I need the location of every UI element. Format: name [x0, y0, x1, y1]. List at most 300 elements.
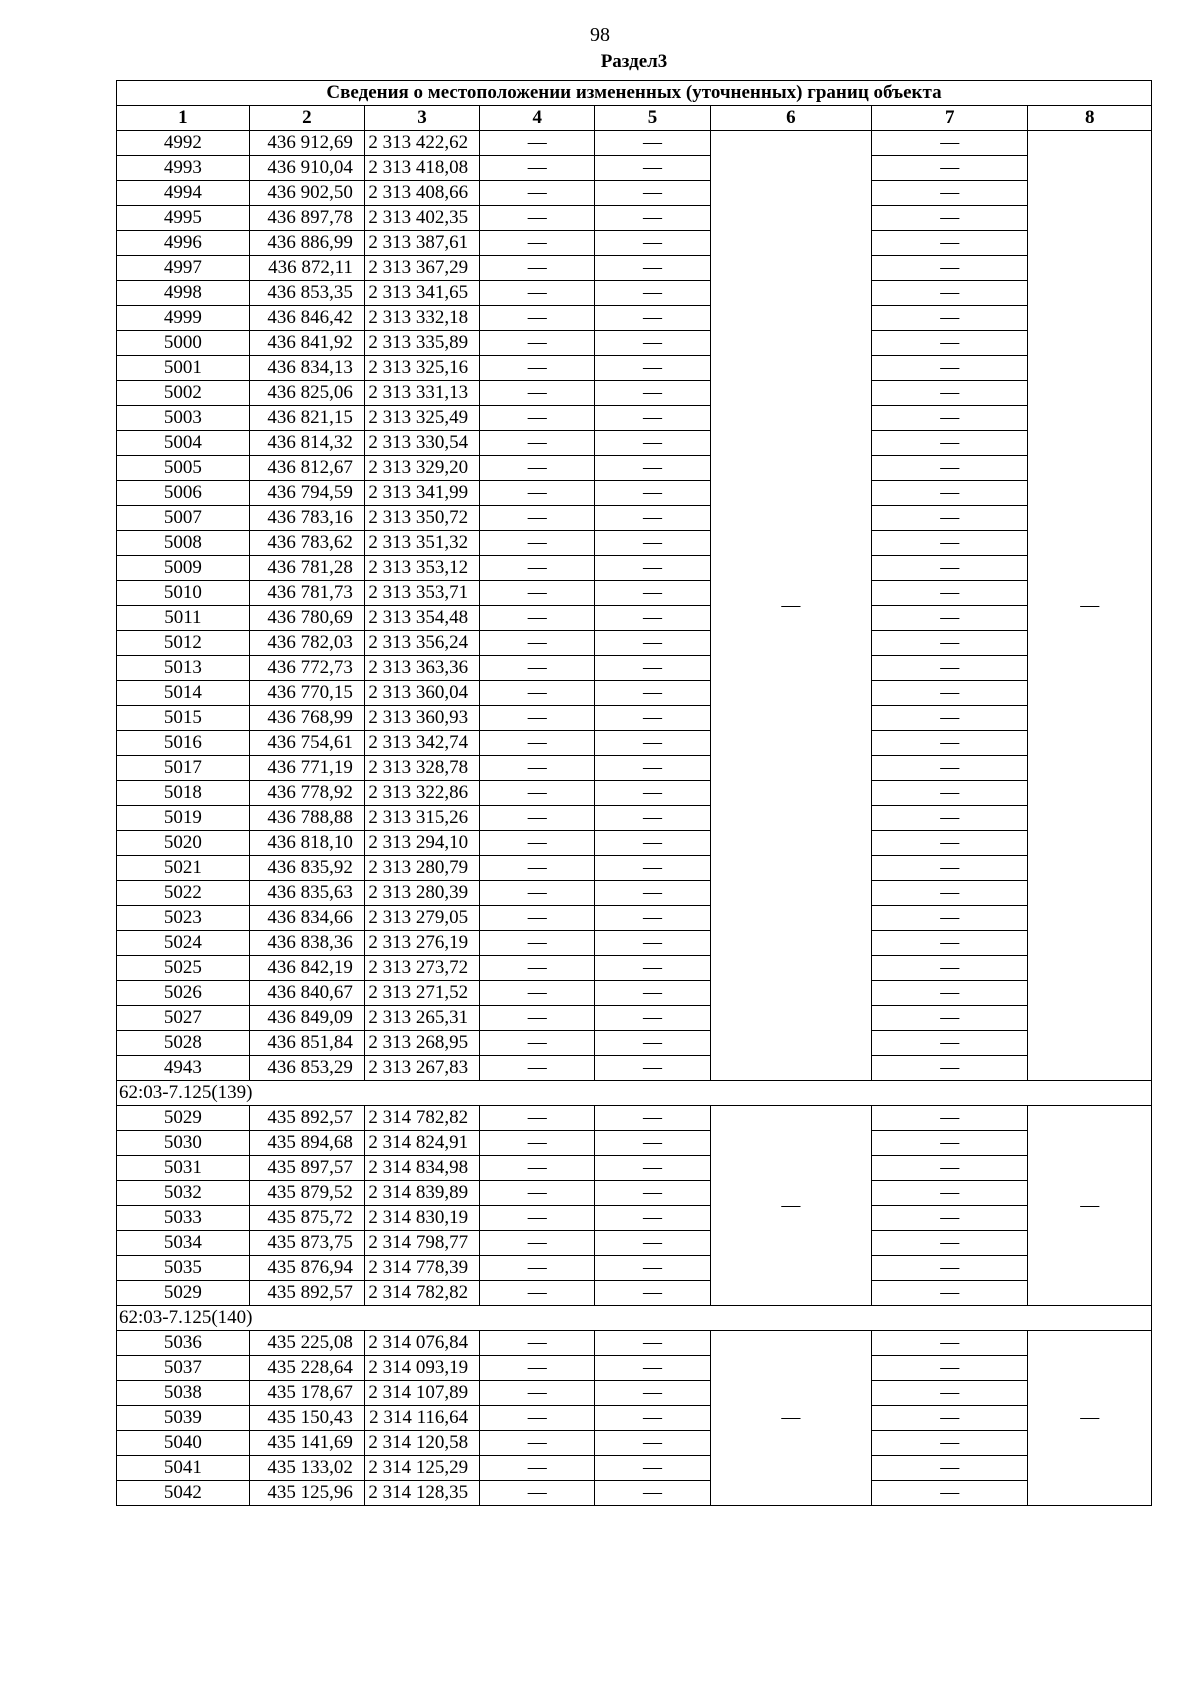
column-5-dash: — — [595, 881, 710, 906]
y-coordinate: 2 313 354,48 — [364, 606, 479, 631]
column-4-dash: — — [480, 356, 595, 381]
column-5-dash: — — [595, 1006, 710, 1031]
x-coordinate: 436 781,73 — [249, 581, 364, 606]
column-4-dash: — — [480, 531, 595, 556]
table-row — [117, 1206, 1152, 1231]
x-coordinate: 436 782,03 — [249, 631, 364, 656]
column-7-dash: — — [872, 556, 1028, 581]
table-row — [117, 806, 1152, 831]
table-row — [117, 856, 1152, 881]
column-5-dash: — — [595, 1356, 710, 1381]
column-5-dash: — — [595, 481, 710, 506]
y-coordinate: 2 313 331,13 — [364, 381, 479, 406]
column-4-dash: — — [480, 406, 595, 431]
column-6-dash: — — [710, 1106, 872, 1306]
point-number: 5038 — [117, 1381, 250, 1406]
column-7-dash: — — [872, 1281, 1028, 1306]
point-number: 5031 — [117, 1156, 250, 1181]
column-5-dash: — — [595, 681, 710, 706]
x-coordinate: 435 141,69 — [249, 1431, 364, 1456]
x-coordinate: 436 846,42 — [249, 306, 364, 331]
column-5-dash: — — [595, 956, 710, 981]
column-4-dash: — — [480, 1231, 595, 1256]
point-number: 5004 — [117, 431, 250, 456]
column-5-dash: — — [595, 406, 710, 431]
table-row — [117, 406, 1152, 431]
column-5-dash: — — [595, 1181, 710, 1206]
column-8-dash: — — [1028, 1106, 1152, 1306]
x-coordinate: 436 853,29 — [249, 1056, 364, 1081]
column-5-dash: — — [595, 1031, 710, 1056]
x-coordinate: 436 851,84 — [249, 1031, 364, 1056]
y-coordinate: 2 314 128,35 — [364, 1481, 479, 1506]
point-number: 5025 — [117, 956, 250, 981]
column-5-dash: — — [595, 631, 710, 656]
column-7-dash: — — [872, 131, 1028, 156]
column-5-dash: — — [595, 856, 710, 881]
column-4-dash: — — [480, 306, 595, 331]
point-number: 5013 — [117, 656, 250, 681]
table-row — [117, 1106, 1152, 1131]
column-4-dash: — — [480, 981, 595, 1006]
y-coordinate: 2 313 363,36 — [364, 656, 479, 681]
page-number: 98 — [590, 24, 610, 46]
column-7-dash: — — [872, 1006, 1028, 1031]
column-5-dash: — — [595, 1281, 710, 1306]
y-coordinate: 2 314 839,89 — [364, 1181, 479, 1206]
column-6-dash: — — [710, 1331, 872, 1506]
table-row — [117, 681, 1152, 706]
point-number: 5012 — [117, 631, 250, 656]
y-coordinate: 2 313 408,66 — [364, 181, 479, 206]
table-row — [117, 956, 1152, 981]
table-row — [117, 1181, 1152, 1206]
column-4-dash: — — [480, 656, 595, 681]
column-4-dash: — — [480, 1381, 595, 1406]
column-5-dash: — — [595, 906, 710, 931]
column-7-dash: — — [872, 581, 1028, 606]
table-row — [117, 606, 1152, 631]
column-7-dash: — — [872, 1481, 1028, 1506]
column-5-dash: — — [595, 606, 710, 631]
x-coordinate: 436 841,92 — [249, 331, 364, 356]
y-coordinate: 2 313 353,71 — [364, 581, 479, 606]
column-4-dash: — — [480, 856, 595, 881]
column-7-dash: — — [872, 706, 1028, 731]
column-7-dash: — — [872, 981, 1028, 1006]
point-number: 5028 — [117, 1031, 250, 1056]
y-coordinate: 2 313 330,54 — [364, 431, 479, 456]
point-number: 5037 — [117, 1356, 250, 1381]
table-row — [117, 1006, 1152, 1031]
point-number: 5007 — [117, 506, 250, 531]
boundary-coordinates-table — [116, 80, 1152, 1506]
column-header-7: 7 — [872, 106, 1028, 131]
column-5-dash: — — [595, 756, 710, 781]
y-coordinate: 2 313 367,29 — [364, 256, 479, 281]
column-5-dash: — — [595, 1131, 710, 1156]
column-5-dash: — — [595, 1231, 710, 1256]
column-4-dash: — — [480, 1056, 595, 1081]
column-4-dash: — — [480, 481, 595, 506]
x-coordinate: 436 835,92 — [249, 856, 364, 881]
column-4-dash: — — [480, 1481, 595, 1506]
x-coordinate: 436 821,15 — [249, 406, 364, 431]
column-7-dash: — — [872, 206, 1028, 231]
column-7-dash: — — [872, 1331, 1028, 1356]
table-row — [117, 631, 1152, 656]
y-coordinate: 2 313 351,32 — [364, 531, 479, 556]
column-4-dash: — — [480, 556, 595, 581]
point-number: 5002 — [117, 381, 250, 406]
table-row — [117, 1481, 1152, 1506]
column-4-dash: — — [480, 281, 595, 306]
point-number: 5008 — [117, 531, 250, 556]
x-coordinate: 436 814,32 — [249, 431, 364, 456]
y-coordinate: 2 313 273,72 — [364, 956, 479, 981]
column-4-dash: — — [480, 1406, 595, 1431]
table-row — [117, 181, 1152, 206]
x-coordinate: 436 812,67 — [249, 456, 364, 481]
column-7-dash: — — [872, 1031, 1028, 1056]
x-coordinate: 436 834,66 — [249, 906, 364, 931]
column-header-2: 2 — [249, 106, 364, 131]
column-4-dash: — — [480, 1356, 595, 1381]
column-4-dash: — — [480, 606, 595, 631]
table-row — [117, 531, 1152, 556]
point-number: 5029 — [117, 1281, 250, 1306]
x-coordinate: 436 781,28 — [249, 556, 364, 581]
y-coordinate: 2 314 824,91 — [364, 1131, 479, 1156]
point-number: 5003 — [117, 406, 250, 431]
column-7-dash: — — [872, 356, 1028, 381]
y-coordinate: 2 314 782,82 — [364, 1281, 479, 1306]
point-number: 5040 — [117, 1431, 250, 1456]
column-7-dash: — — [872, 281, 1028, 306]
point-number: 5005 — [117, 456, 250, 481]
point-number: 5021 — [117, 856, 250, 881]
y-coordinate: 2 313 329,20 — [364, 456, 479, 481]
y-coordinate: 2 313 276,19 — [364, 931, 479, 956]
y-coordinate: 2 313 322,86 — [364, 781, 479, 806]
table-row — [117, 1331, 1152, 1356]
y-coordinate: 2 313 422,62 — [364, 131, 479, 156]
x-coordinate: 436 835,63 — [249, 881, 364, 906]
table-row — [117, 356, 1152, 381]
y-coordinate: 2 314 093,19 — [364, 1356, 479, 1381]
y-coordinate: 2 313 341,65 — [364, 281, 479, 306]
table-row — [117, 456, 1152, 481]
x-coordinate: 435 228,64 — [249, 1356, 364, 1381]
table-row — [117, 731, 1152, 756]
column-5-dash: — — [595, 456, 710, 481]
column-7-dash: — — [872, 381, 1028, 406]
column-7-dash: — — [872, 1056, 1028, 1081]
column-7-dash: — — [872, 1256, 1028, 1281]
table-row — [117, 1131, 1152, 1156]
y-coordinate: 2 313 332,18 — [364, 306, 479, 331]
table-row — [117, 931, 1152, 956]
group-label: 62:03-7.125(140) — [117, 1306, 1152, 1331]
column-7-dash: — — [872, 1431, 1028, 1456]
point-number: 5016 — [117, 731, 250, 756]
column-6-dash: — — [710, 131, 872, 1081]
y-coordinate: 2 314 782,82 — [364, 1106, 479, 1131]
column-7-dash: — — [872, 756, 1028, 781]
point-number: 5042 — [117, 1481, 250, 1506]
x-coordinate: 435 150,43 — [249, 1406, 364, 1431]
column-4-dash: — — [480, 906, 595, 931]
point-number: 4995 — [117, 206, 250, 231]
column-4-dash: — — [480, 706, 595, 731]
column-5-dash: — — [595, 506, 710, 531]
column-5-dash: — — [595, 356, 710, 381]
column-5-dash: — — [595, 1156, 710, 1181]
table-row — [117, 206, 1152, 231]
y-coordinate: 2 313 325,16 — [364, 356, 479, 381]
table-row — [117, 1056, 1152, 1081]
x-coordinate: 435 225,08 — [249, 1331, 364, 1356]
column-7-dash: — — [872, 256, 1028, 281]
point-number: 5011 — [117, 606, 250, 631]
column-4-dash: — — [480, 1456, 595, 1481]
column-header-1: 1 — [117, 106, 250, 131]
column-4-dash: — — [480, 131, 595, 156]
table-row — [117, 1431, 1152, 1456]
table-row — [117, 506, 1152, 531]
column-5-dash: — — [595, 131, 710, 156]
column-5-dash: — — [595, 1381, 710, 1406]
table-row — [117, 306, 1152, 331]
column-7-dash: — — [872, 956, 1028, 981]
x-coordinate: 436 853,35 — [249, 281, 364, 306]
table-row — [117, 831, 1152, 856]
table-row — [117, 1406, 1152, 1431]
column-7-dash: — — [872, 656, 1028, 681]
column-7-dash: — — [872, 1206, 1028, 1231]
column-4-dash: — — [480, 1206, 595, 1231]
y-coordinate: 2 313 360,93 — [364, 706, 479, 731]
column-4-dash: — — [480, 1131, 595, 1156]
column-5-dash: — — [595, 931, 710, 956]
x-coordinate: 436 910,04 — [249, 156, 364, 181]
point-number: 5020 — [117, 831, 250, 856]
y-coordinate: 2 313 279,05 — [364, 906, 479, 931]
y-coordinate: 2 313 268,95 — [364, 1031, 479, 1056]
column-5-dash: — — [595, 1456, 710, 1481]
column-4-dash: — — [480, 181, 595, 206]
column-7-dash: — — [872, 456, 1028, 481]
column-4-dash: — — [480, 1031, 595, 1056]
table-row — [117, 656, 1152, 681]
column-7-dash: — — [872, 806, 1028, 831]
x-coordinate: 435 125,96 — [249, 1481, 364, 1506]
y-coordinate: 2 313 280,79 — [364, 856, 479, 881]
x-coordinate: 436 886,99 — [249, 231, 364, 256]
point-number: 5010 — [117, 581, 250, 606]
column-7-dash: — — [872, 781, 1028, 806]
column-4-dash: — — [480, 156, 595, 181]
x-coordinate: 435 879,52 — [249, 1181, 364, 1206]
column-4-dash: — — [480, 431, 595, 456]
column-4-dash: — — [480, 931, 595, 956]
column-4-dash: — — [480, 1281, 595, 1306]
column-5-dash: — — [595, 231, 710, 256]
y-coordinate: 2 313 265,31 — [364, 1006, 479, 1031]
x-coordinate: 436 818,10 — [249, 831, 364, 856]
column-4-dash: — — [480, 1156, 595, 1181]
column-header-5: 5 — [595, 106, 710, 131]
column-5-dash: — — [595, 656, 710, 681]
table-row — [117, 331, 1152, 356]
column-4-dash: — — [480, 506, 595, 531]
table-row — [117, 1381, 1152, 1406]
point-number: 5001 — [117, 356, 250, 381]
column-7-dash: — — [872, 306, 1028, 331]
column-7-dash: — — [872, 1156, 1028, 1181]
column-7-dash: — — [872, 856, 1028, 881]
point-number: 4996 — [117, 231, 250, 256]
x-coordinate: 435 894,68 — [249, 1131, 364, 1156]
column-7-dash: — — [872, 1381, 1028, 1406]
column-4-dash: — — [480, 806, 595, 831]
table-row — [117, 1356, 1152, 1381]
column-5-dash: — — [595, 181, 710, 206]
y-coordinate: 2 313 280,39 — [364, 881, 479, 906]
y-coordinate: 2 314 076,84 — [364, 1331, 479, 1356]
column-4-dash: — — [480, 1431, 595, 1456]
column-4-dash: — — [480, 731, 595, 756]
x-coordinate: 435 875,72 — [249, 1206, 364, 1231]
y-coordinate: 2 313 387,61 — [364, 231, 479, 256]
x-coordinate: 436 849,09 — [249, 1006, 364, 1031]
column-5-dash: — — [595, 1106, 710, 1131]
group-label-row — [117, 1081, 1152, 1106]
x-coordinate: 435 892,57 — [249, 1281, 364, 1306]
x-coordinate: 436 872,11 — [249, 256, 364, 281]
point-number: 5032 — [117, 1181, 250, 1206]
table-row — [117, 1031, 1152, 1056]
column-4-dash: — — [480, 1256, 595, 1281]
y-coordinate: 2 313 402,35 — [364, 206, 479, 231]
y-coordinate: 2 314 778,39 — [364, 1256, 479, 1281]
point-number: 5029 — [117, 1106, 250, 1131]
point-number: 4998 — [117, 281, 250, 306]
column-7-dash: — — [872, 831, 1028, 856]
column-7-dash: — — [872, 506, 1028, 531]
table-row — [117, 256, 1152, 281]
point-number: 5041 — [117, 1456, 250, 1481]
table-title: Сведения о местоположении измененных (уточненных) границ объекта — [117, 81, 1152, 106]
point-number: 5030 — [117, 1131, 250, 1156]
table-row — [117, 581, 1152, 606]
x-coordinate: 436 770,15 — [249, 681, 364, 706]
column-4-dash: — — [480, 956, 595, 981]
y-coordinate: 2 313 294,10 — [364, 831, 479, 856]
column-7-dash: — — [872, 1356, 1028, 1381]
column-4-dash: — — [480, 1106, 595, 1131]
column-4-dash: — — [480, 331, 595, 356]
point-number: 5000 — [117, 331, 250, 356]
column-5-dash: — — [595, 731, 710, 756]
point-number: 5033 — [117, 1206, 250, 1231]
point-number: 5024 — [117, 931, 250, 956]
x-coordinate: 436 825,06 — [249, 381, 364, 406]
y-coordinate: 2 313 267,83 — [364, 1056, 479, 1081]
point-number: 4993 — [117, 156, 250, 181]
point-number: 5015 — [117, 706, 250, 731]
column-5-dash: — — [595, 1056, 710, 1081]
point-number: 5022 — [117, 881, 250, 906]
column-header-4: 4 — [480, 106, 595, 131]
point-number: 4992 — [117, 131, 250, 156]
column-4-dash: — — [480, 1006, 595, 1031]
x-coordinate: 436 838,36 — [249, 931, 364, 956]
column-5-dash: — — [595, 806, 710, 831]
column-7-dash: — — [872, 1181, 1028, 1206]
column-header-3: 3 — [364, 106, 479, 131]
x-coordinate: 436 897,78 — [249, 206, 364, 231]
group-label: 62:03-7.125(139) — [117, 1081, 1152, 1106]
point-number: 5027 — [117, 1006, 250, 1031]
column-5-dash: — — [595, 206, 710, 231]
table-row — [117, 1231, 1152, 1256]
column-4-dash: — — [480, 231, 595, 256]
column-5-dash: — — [595, 431, 710, 456]
table-row — [117, 1281, 1152, 1306]
group-label-row — [117, 1306, 1152, 1331]
y-coordinate: 2 314 107,89 — [364, 1381, 479, 1406]
column-7-dash: — — [872, 681, 1028, 706]
column-7-dash: — — [872, 1131, 1028, 1156]
y-coordinate: 2 313 328,78 — [364, 756, 479, 781]
table-row — [117, 781, 1152, 806]
x-coordinate: 436 902,50 — [249, 181, 364, 206]
x-coordinate: 435 133,02 — [249, 1456, 364, 1481]
column-5-dash: — — [595, 1256, 710, 1281]
column-7-dash: — — [872, 1456, 1028, 1481]
x-coordinate: 435 876,94 — [249, 1256, 364, 1281]
y-coordinate: 2 313 360,04 — [364, 681, 479, 706]
x-coordinate: 436 794,59 — [249, 481, 364, 506]
column-4-dash: — — [480, 681, 595, 706]
x-coordinate: 436 783,62 — [249, 531, 364, 556]
table-row — [117, 1156, 1152, 1181]
table-row — [117, 756, 1152, 781]
column-4-dash: — — [480, 381, 595, 406]
point-number: 5009 — [117, 556, 250, 581]
column-4-dash: — — [480, 256, 595, 281]
y-coordinate: 2 314 798,77 — [364, 1231, 479, 1256]
column-4-dash: — — [480, 631, 595, 656]
point-number: 5019 — [117, 806, 250, 831]
table-row — [117, 231, 1152, 256]
column-5-dash: — — [595, 781, 710, 806]
section-title: Раздел3 — [600, 51, 668, 72]
column-4-dash: — — [480, 581, 595, 606]
point-number: 5018 — [117, 781, 250, 806]
table-row — [117, 1256, 1152, 1281]
column-4-dash: — — [480, 1331, 595, 1356]
column-header-8: 8 — [1028, 106, 1152, 131]
point-number: 5014 — [117, 681, 250, 706]
point-number: 4994 — [117, 181, 250, 206]
point-number: 5036 — [117, 1331, 250, 1356]
column-5-dash: — — [595, 306, 710, 331]
point-number: 5017 — [117, 756, 250, 781]
x-coordinate: 436 768,99 — [249, 706, 364, 731]
point-number: 5039 — [117, 1406, 250, 1431]
